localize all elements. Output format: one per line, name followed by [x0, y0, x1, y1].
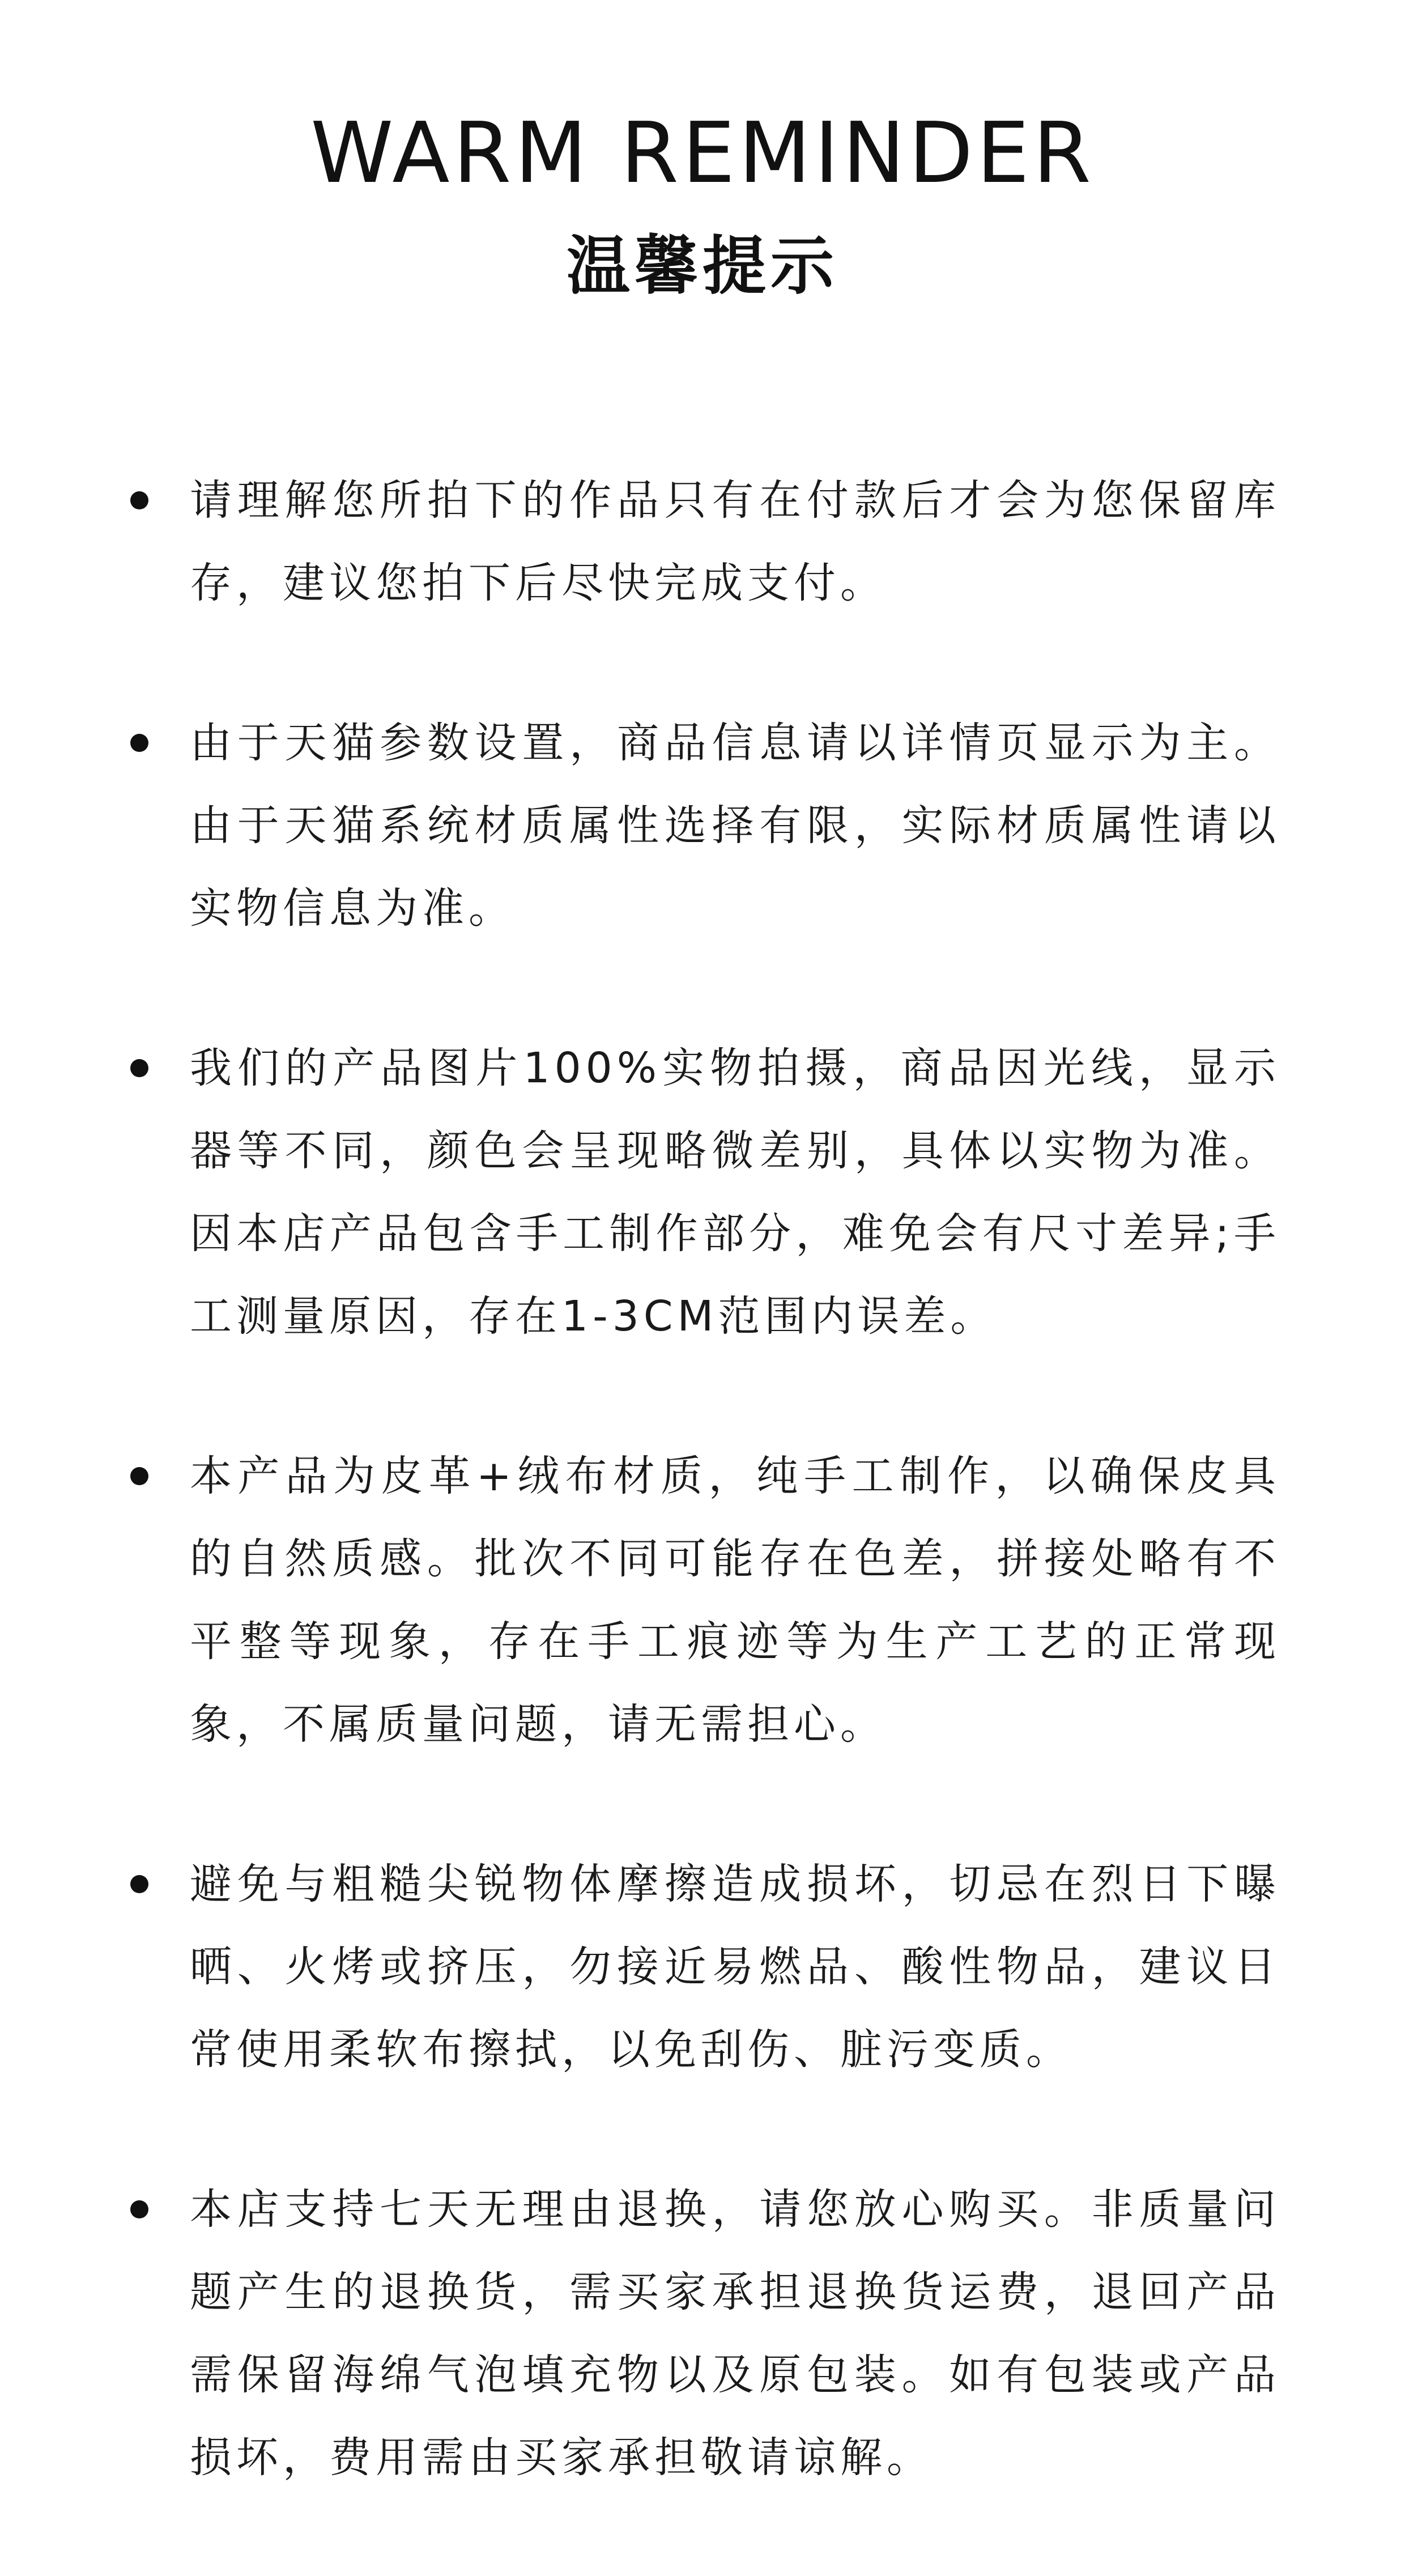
list-item	[190, 1843, 1280, 2091]
bullet-icon	[130, 1875, 148, 1893]
list-item-text: 本店支持七天无理由退换，请您放心购买。非质量问题产生的退换货，需买家承担退换货运费，退回产品需保留海绵气泡填充物以及原包装。如有包装或产品损坏，费用需由买家承担敬请谅解。	[190, 2185, 1280, 2482]
bullet-icon	[130, 1467, 148, 1485]
list-item-text: 我们的产品图片100%实物拍摄，商品因光线，显示器等不同，颜色会呈现略微差别，具体以实物为准。因本店产品包含手工制作部分，难免会有尺寸差异;手工测量原因，存在1-3CM范围内误差。	[190, 1044, 1280, 1341]
page-title-english: WARM REMINDER	[310, 104, 1095, 202]
list-item	[190, 459, 1280, 624]
list-item-text: 本产品为皮革+绒布材质，纯手工制作，以确保皮具的自然质感。批次不同可能存在色差，拼接处略有不平整等现象，存在手工痕迹等为生产工艺的正常现象，不属质量问题，请无需担心。	[190, 1452, 1280, 1749]
list-item	[190, 702, 1280, 950]
list-item	[190, 2168, 1280, 2499]
list-item	[190, 1435, 1280, 1766]
list-item-text: 避免与粗糙尖锐物体摩擦造成损坏，切忌在烈日下曝晒、火烤或挤压，勿接近易燃品、酸性物品，建议日常使用柔软布擦拭，以免刮伤、脏污变质。	[190, 1860, 1280, 2074]
bullet-icon	[130, 491, 148, 509]
bullet-icon	[130, 1059, 148, 1077]
list-item	[190, 1027, 1280, 1358]
reminder-list	[190, 459, 1280, 2576]
bullet-icon	[130, 734, 148, 752]
page-title-chinese: 温馨提示	[567, 229, 838, 303]
bullet-icon	[130, 2200, 148, 2218]
list-item-text: 请理解您所拍下的作品只有在付款后才会为您保留库存，建议您拍下后尽快完成支付。	[190, 476, 1280, 607]
list-item-text: 由于天猫参数设置，商品信息请以详情页显示为主。由于天猫系统材质属性选择有限，实际材质属性请以实物信息为准。	[190, 719, 1280, 933]
